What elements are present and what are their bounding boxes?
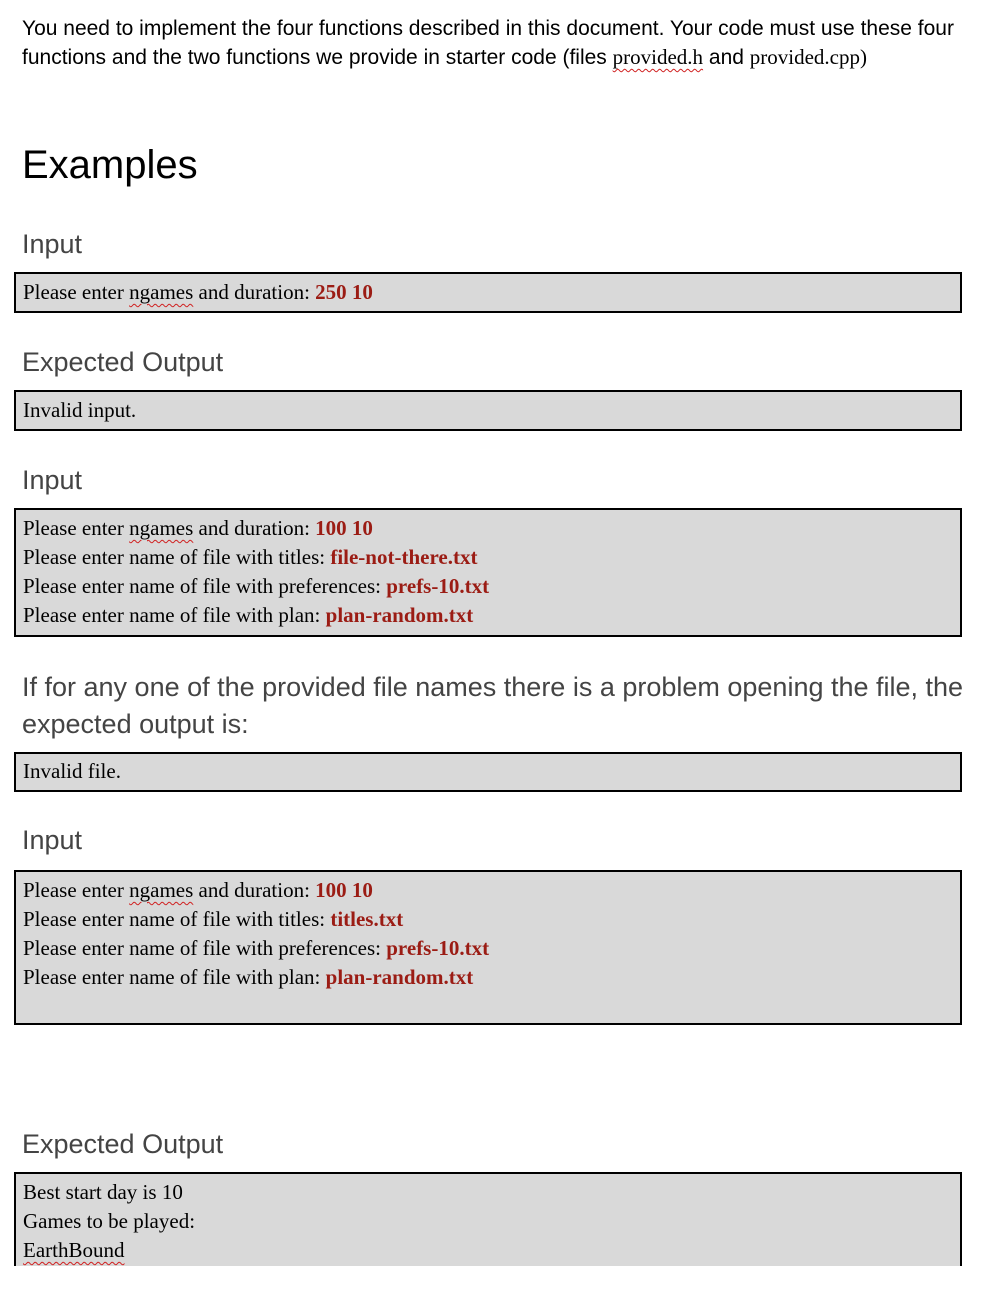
output-line: Games to be played: [23,1209,196,1233]
input-value: plan-random.txt [325,965,474,989]
output-line [23,1236,960,1265]
prompt-text: and duration: [193,516,316,540]
example2-input-heading: Input [22,465,83,495]
prompt-text: Please enter name of file with plan: [23,965,326,989]
input-line [23,601,960,630]
example1-output-box [14,390,962,431]
ngames-word: ngames [129,516,194,540]
input-line [23,572,960,601]
provided-cpp-filename: provided.cpp) [749,45,867,69]
example2-input-box [14,508,962,637]
ngames-word: ngames [129,878,194,902]
example3-input-box [14,870,962,1025]
prompt-text: Please enter [23,516,130,540]
provided-h-filename: provided.h [612,45,704,69]
prompt-text: Please enter name of file with preferences: [23,936,387,960]
input-value: plan-random.txt [325,603,474,627]
game-title: EarthBound [23,1238,125,1262]
input-line [23,514,960,543]
invalid-file-note: If for any one of the provided file names there is a problem opening the file, the expected output is: [22,672,964,739]
intro-text-and: and [703,46,750,69]
intro-text: You need to implement the four functions described in this document. Your code must use these four functions and the two functions we provide in starter code (files [22,17,954,69]
ngames-word: ngames [129,280,194,304]
input-line [23,278,960,307]
example2-output-box [14,752,962,792]
input-line [23,543,960,572]
prompt-text: Please enter name of file with titles: [23,907,331,931]
input-value: prefs-10.txt [386,574,490,598]
example1-input-box [14,272,962,313]
input-value: 100 10 [315,878,373,902]
prompt-text: Please enter name of file with plan: [23,603,326,627]
input-value: 100 10 [315,516,373,540]
prompt-text: Please enter [23,878,130,902]
input-value: titles.txt [330,907,404,931]
input-line [23,876,960,905]
input-line [23,934,960,963]
prompt-text: and duration: [193,878,316,902]
example3-input-heading: Input [22,825,83,855]
input-line [23,905,960,934]
input-value: 250 10 [315,280,373,304]
prompt-text: and duration: [193,280,316,304]
input-value: file-not-there.txt [330,545,478,569]
input-line [23,963,960,992]
example1-output-heading: Expected Output [22,347,224,377]
intro-paragraph [22,14,972,72]
prompt-text: Please enter name of file with preferences: [23,574,387,598]
example1-input-heading: Input [22,229,83,259]
output-line: Invalid input. [23,398,137,422]
prompt-text: Please enter name of file with titles: [23,545,331,569]
example3-output-box [14,1172,962,1266]
prompt-text: Please enter [23,280,130,304]
input-value: prefs-10.txt [386,936,490,960]
output-line: Best start day is 10 [23,1180,183,1204]
example3-output-heading: Expected Output [22,1129,224,1159]
output-line: Invalid file. [23,759,121,783]
page-title: Examples [22,143,198,187]
